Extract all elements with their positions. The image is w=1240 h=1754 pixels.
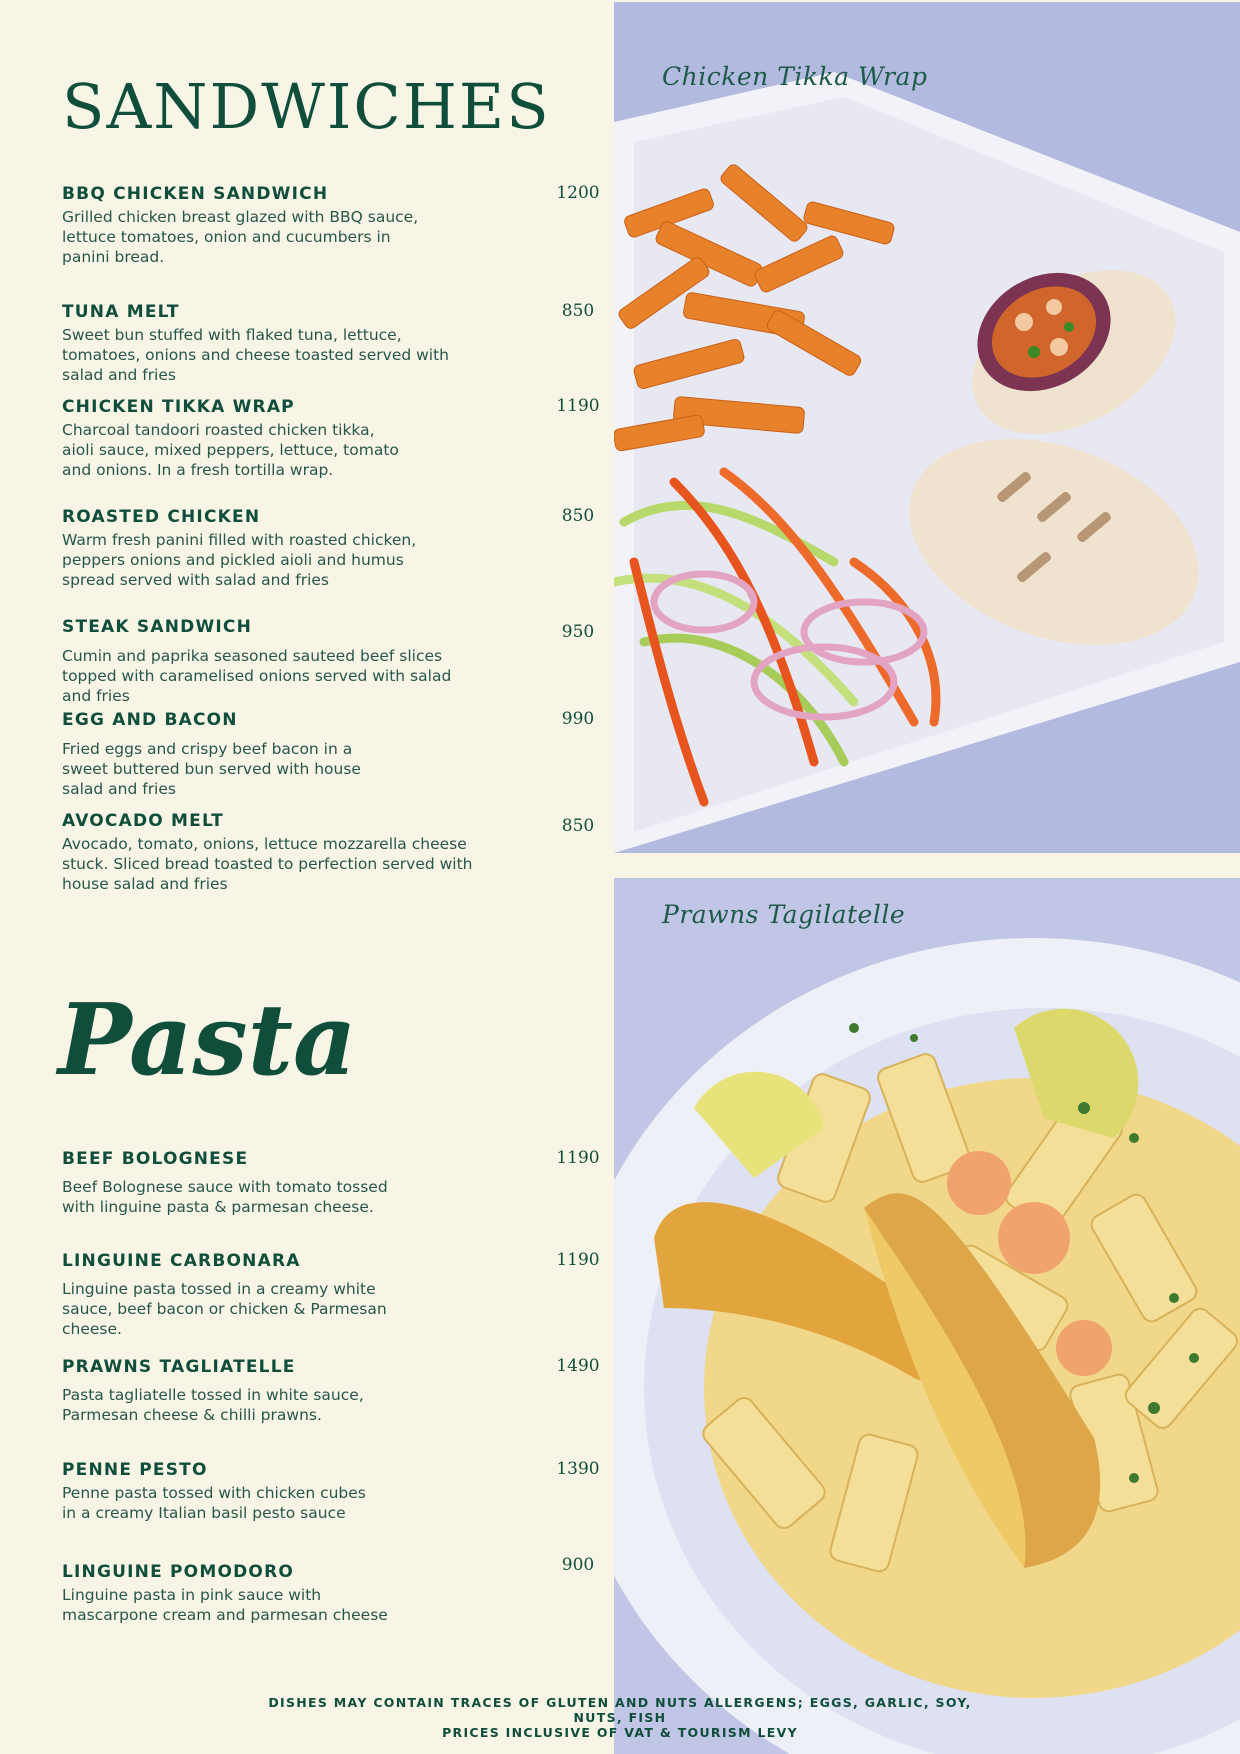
item-name: BEEF BOLOGNESE — [62, 1149, 249, 1169]
item-description: Avocado, tomato, onions, lettuce mozzarella cheese stuck. Sliced bread toasted to perfection served with house salad and fries — [62, 835, 473, 893]
item-name: STEAK SANDWICH — [62, 617, 253, 637]
item-price: 850 — [561, 301, 595, 321]
item-name: EGG AND BACON — [62, 710, 238, 730]
menu-item-bbq-chicken-sandwich — [62, 183, 600, 267]
item-price: 950 — [561, 622, 595, 642]
item-price: 1190 — [556, 396, 600, 416]
item-name: LINGUINE CARBONARA — [62, 1251, 301, 1271]
item-description: Sweet bun stuffed with flaked tuna, lettuce, tomatoes, onions and cheese toasted served with salad and fries — [62, 326, 450, 384]
menu-item-roasted-chicken — [62, 506, 595, 590]
menu-item-steak-sandwich — [62, 616, 595, 706]
item-name: AVOCADO MELT — [62, 811, 224, 831]
item-name: CHICKEN TIKKA WRAP — [62, 397, 295, 417]
item-description: Beef Bolognese sauce with tomato tossed with linguine pasta & parmesan cheese. — [62, 1178, 388, 1216]
item-price: 850 — [561, 816, 595, 836]
menu-item-linguine-carbonara — [62, 1250, 600, 1339]
item-description: Penne pasta tossed with chicken cubes in a creamy Italian basil pesto sauce — [62, 1484, 366, 1522]
item-price: 900 — [561, 1555, 595, 1575]
item-name: PENNE PESTO — [62, 1460, 208, 1480]
item-price: 990 — [561, 709, 595, 729]
allergen-notice: DISHES MAY CONTAIN TRACES OF GLUTEN AND NUTS ALLERGENS; EGGS, GARLIC, SOY, NUTS, FISH — [268, 1695, 972, 1725]
item-price: 1200 — [556, 183, 600, 203]
item-description: Fried eggs and crispy beef bacon in a sweet buttered bun served with house salad and fries — [62, 740, 361, 798]
item-price: 1390 — [556, 1459, 600, 1479]
menu-item-chicken-tikka-wrap — [62, 396, 600, 480]
menu-item-avocado-melt — [62, 810, 595, 894]
item-price: 1190 — [556, 1250, 600, 1270]
item-description: Linguine pasta in pink sauce with mascarpone cream and parmesan cheese — [62, 1586, 388, 1624]
allergen-footer — [260, 1695, 980, 1740]
item-description: Cumin and paprika seasoned sauteed beef slices topped with caramelised onions served with salad and fries — [62, 647, 452, 705]
item-description: Grilled chicken breast glazed with BBQ sauce, lettuce tomatoes, onion and cucumbers in panini bread. — [62, 208, 419, 266]
item-name: BBQ CHICKEN SANDWICH — [62, 184, 329, 204]
item-price: 850 — [561, 506, 595, 526]
menu-column — [0, 0, 614, 1754]
menu-item-egg-and-bacon — [62, 709, 595, 799]
item-name: LINGUINE POMODORO — [62, 1562, 295, 1582]
item-name: TUNA MELT — [62, 302, 180, 322]
item-description: Charcoal tandoori roasted chicken tikka, aioli sauce, mixed peppers, lettuce, tomato and onions. In a fresh tortilla wrap. — [62, 421, 399, 479]
item-price: 1490 — [556, 1356, 600, 1376]
prawns-pasta-photo — [614, 878, 1240, 1754]
item-description: Warm fresh panini filled with roasted chicken, peppers onions and pickled aioli and humus spread served with salad and fries — [62, 531, 417, 589]
item-price: 1190 — [556, 1148, 600, 1168]
sandwiches-section-title: SANDWICHES — [62, 70, 551, 143]
item-name: PRAWNS TAGLIATELLE — [62, 1357, 296, 1377]
menu-item-tuna-melt — [62, 301, 595, 385]
menu-item-beef-bolognese — [62, 1148, 600, 1217]
menu-item-prawns-tagliatelle — [62, 1356, 600, 1425]
pasta-bowl-illustration — [614, 878, 1240, 1754]
prices-notice: PRICES INCLUSIVE OF VAT & TOURISM LEVY — [442, 1725, 798, 1740]
item-description: Pasta tagliatelle tossed in white sauce, Parmesan cheese & chilli prawns. — [62, 1386, 364, 1424]
pasta-section-title: Pasta — [58, 983, 357, 1098]
wrap-plate-illustration — [614, 2, 1240, 853]
item-name: ROASTED CHICKEN — [62, 507, 261, 527]
menu-item-penne-pesto — [62, 1459, 600, 1523]
item-description: Linguine pasta tossed in a creamy white sauce, beef bacon or chicken & Parmesan cheese. — [62, 1280, 387, 1338]
photo-caption: Chicken Tikka Wrap — [662, 62, 928, 91]
menu-item-linguine-pomodoro — [62, 1555, 595, 1625]
photo-caption: Prawns Tagilatelle — [662, 900, 906, 929]
chicken-tikka-wrap-photo — [614, 2, 1240, 853]
